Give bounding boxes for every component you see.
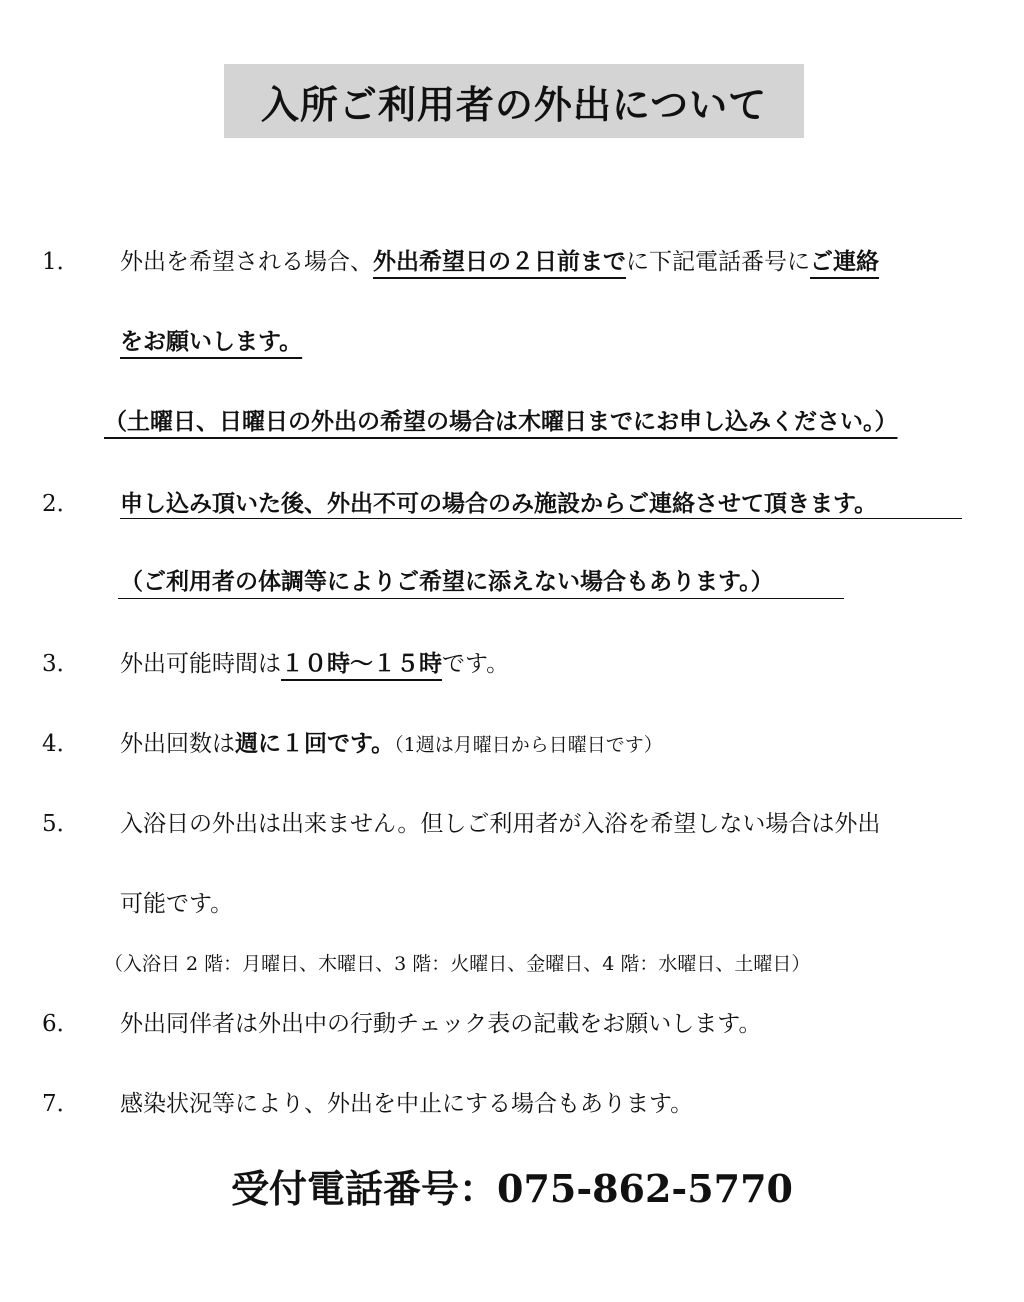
item-5-note: （入浴日 2 階：月曜日、木曜日、3 階：火曜日、金曜日、4 階：水曜日、土曜日） [104,953,811,975]
page-title: 入所ご利用者の外出について [224,64,804,138]
item-2-text-a: 申し込み頂いた後、外出不可の場合のみ施設からご連絡させて頂きます。 [120,490,878,517]
item-1-note [104,406,898,438]
item-7-number: 7． [42,1091,80,1117]
item-6-number: 6． [42,1011,80,1037]
item-4-text-b: 週に１回です。 [235,730,395,757]
item-3-text-a: 外出可能時間は [120,651,281,677]
item-3-line [120,648,509,680]
reception-phone-number: 受付電話番号：075-862-5770 [231,1166,793,1211]
item-4-text-c: （1週は月曜日から日曜日です） [394,734,663,756]
item-5-number: 5． [42,811,80,837]
item-3-text-b: １０時〜１５時 [281,650,442,677]
item-4-number: 4． [42,731,80,757]
item-2-line-2 [120,566,774,598]
item-2-underline-2 [118,598,844,599]
item-1-text-c: に下記電話番号に [626,249,810,275]
item-4-line [120,728,663,761]
item-7-line: 感染状況等により、外出を中止にする場合もあります。 [120,1091,694,1117]
item-1-text-a: 外出を希望される場合、 [120,249,373,275]
item-1-text-b: 外出希望日の２日前まで [373,248,626,275]
item-4-text-a: 外出回数は [120,731,235,757]
item-2-number: 2． [42,491,80,517]
item-2-text-b: （ご利用者の体調等によりご希望に添えない場合もあります。） [120,568,774,595]
item-5-line-2: 可能です。 [120,891,234,917]
item-1-text-d: ご連絡 [810,248,879,275]
item-3-text-c: です。 [442,651,510,677]
item-1-note-text: （土曜日、日曜日の外出の希望の場合は木曜日までにお申し込みください。） [104,408,898,435]
item-6-line: 外出同伴者は外出中の行動チェック表の記載をお願いします。 [120,1011,762,1037]
item-1-number: 1． [42,249,80,275]
item-2-line-1 [120,488,877,520]
item-1-line-1 [120,246,879,278]
item-1-text-e: をお願いします。 [120,328,303,355]
item-5-line-1: 入浴日の外出は出来ません。但しご利用者が入浴を希望しない場合は外出 [120,811,881,837]
item-3-number: 3． [42,651,80,677]
item-1-line-2 [120,326,302,358]
item-2-underline-1 [120,518,962,519]
